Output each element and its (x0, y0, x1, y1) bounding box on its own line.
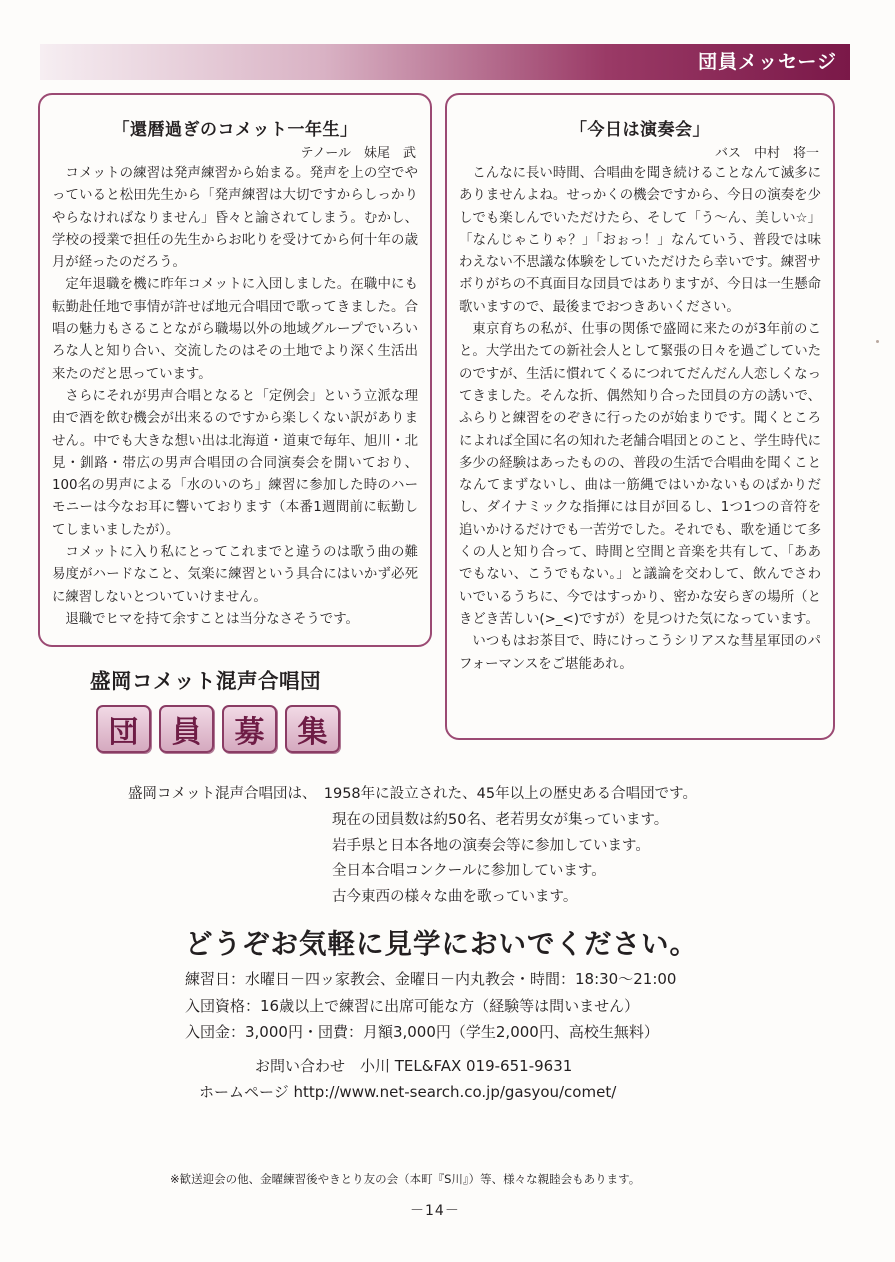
paragraph: コメットの練習は発声練習から始まる。発声を上の空でやっていると松田先生から「発声練習は大切ですからしっかりやらなければなりません」昏々と諭されてしまう。むかし、学校の授業で担任の先生からお叱りを受けてから何十年の歳月が経ったのだろう。 (52, 166, 418, 271)
footnote: ※歓送迎会の他、金曜練習後やきとり友の会（本町『S川』）等、様々な親睦会もあります。 (170, 1172, 641, 1186)
practice-details (185, 966, 676, 1046)
left-article-title: 「還暦過ぎのコメット一年生」 (112, 120, 358, 140)
paragraph: コメットに入り私にとってこれまでと違うのは歌う曲の難易度がハードなこと、気楽に練習という具合にはいかず必死に練習しないとついていけません。 (52, 545, 418, 605)
detail-line: 練習日：水曜日－四ッ家教会、金曜日－内丸教会・時間：18:30～21:00 (185, 970, 677, 988)
section-title: 団員メッセージ (698, 51, 837, 73)
recruit-tile: 団 (96, 705, 151, 753)
fact-line: 古今東西の様々な曲を歌っています。 (332, 888, 578, 905)
paragraph: 東京育ちの私が、仕事の関係で盛岡に来たのが3年前のこと。大学出たての新社会人として緊張の日々を過ごしていたのですが、生活に慣れてくるにつれてだんだん人恋しくなってきました。そんな折、偶然知り合った団員の方の誘いで、ふらりと練習をのぞきに行ったのが始まりです。聞くところによれば全国に名の知れた老舗合唱団とのこと、学生時代に多少の経験はあったものの、普段の生活で合唱曲を聞くことなんてまずないし、曲は一筋縄ではいかないものばかりだし、ダイナミックな指揮には目が回るし、1つ1つの音符を追いかけるだけでも一苦労でした。それでも、歌を通じて多くの人と知り合って、時間と空間と音楽を共有して、「ああでもない、こうでもない。」と議論を交わして、飲んでさわいでいるうちに、今ではすっかり、密かな安らぎの場所（ときどき苦しい(>_<)ですが）を見つけた気になっています。 (459, 322, 821, 627)
fact-line: 現在の団員数は約50名、老若男女が集っています。 (332, 812, 669, 828)
recruit-tile: 員 (159, 705, 214, 753)
paragraph: こんなに長い時間、合唱曲を聞き続けることなんて滅多にありませんよね。せっかくの機会ですから、今日の演奏を少しでも楽しんでいただけたら、そして「う～ん、美しい☆」「なんじゃこりゃ？」「おぉっ！」なんていう、普段では味わえない不思議な体験をしていただけたら幸いです。練習サボりがちの不真面目な団員ではありますが、今日は一生懸命歌いますので、最後までおつきあいください。 (459, 166, 821, 315)
paragraph: 退職でヒマを持て余すことは当分なさそうです。 (65, 611, 359, 627)
recruit-tile: 集 (285, 705, 340, 753)
right-article-author: バス 中村 将一 (714, 146, 819, 161)
detail-line: 入団資格：16歳以上で練習に出席可能な方（経験等は問いません） (185, 996, 640, 1015)
right-article-title: 「今日は演奏会」 (570, 120, 710, 140)
scan-speck (876, 340, 879, 343)
choir-intro: 盛岡コメット混声合唱団は、 1958年に設立された、45年以上の歴史ある合唱団です。 (128, 786, 697, 802)
choir-facts (332, 808, 668, 910)
welcome-heading: どうぞお気軽に見学においでください。 (185, 928, 698, 960)
fact-line: 全日本合唱コンクールに参加しています。 (332, 863, 606, 879)
contact-info (199, 1053, 617, 1105)
recruitment-banner (96, 705, 340, 753)
detail-line: 入団金：3,000円・団費：月額3,000円（学生2,000円、高校生無料） (185, 1023, 659, 1041)
paragraph: さらにそれが男声合唱となると「定例会」という立派な理由で酒を飲む機会が出来るのですから楽しくない訳がありません。中でも大きな想い出は北海道・道東で毎年、旭川・北見・釧路・帯広の男声合唱団の合同演奏会を開いており、100名の男声による「水のいのち」練習に参加した時のハーモニーは今なお耳に響いております（本番1週間前に転勤してしまいましたが）。 (52, 388, 418, 538)
left-article-box (38, 93, 432, 647)
fact-line: 岩手県と日本各地の演奏会等に参加しています。 (332, 837, 650, 854)
paragraph: 定年退職を機に昨年コメットに入団しました。在職中にも転勤赴任地で事情が許せば地元合唱団で歌ってきました。合唱の魅力もさることながら職場以外の地域グループでいろいろな人と知り合い、交流したのはその土地でより深く生活出来たのだと思っています。 (52, 277, 418, 382)
page-number: －14－ (410, 1203, 460, 1219)
right-article-box (445, 93, 835, 740)
paragraph: いつもはお茶目で、時にけっこうシリアスな彗星軍団のパフォーマンスをご堪能あれ。 (459, 634, 821, 672)
contact-phone: お問い合わせ 小川 TEL&FAX 019-651-9631 (255, 1057, 573, 1075)
right-article-body (447, 163, 833, 676)
choir-name-heading: 盛岡コメット混声合唱団 (90, 669, 321, 693)
left-article-author: テノール 妹尾 武 (300, 146, 416, 161)
recruit-tile: 募 (222, 705, 277, 753)
homepage-link[interactable]: ホームページ http://www.net-search.co.jp/gasyou/comet/ (199, 1083, 617, 1101)
left-article-body (40, 163, 430, 631)
